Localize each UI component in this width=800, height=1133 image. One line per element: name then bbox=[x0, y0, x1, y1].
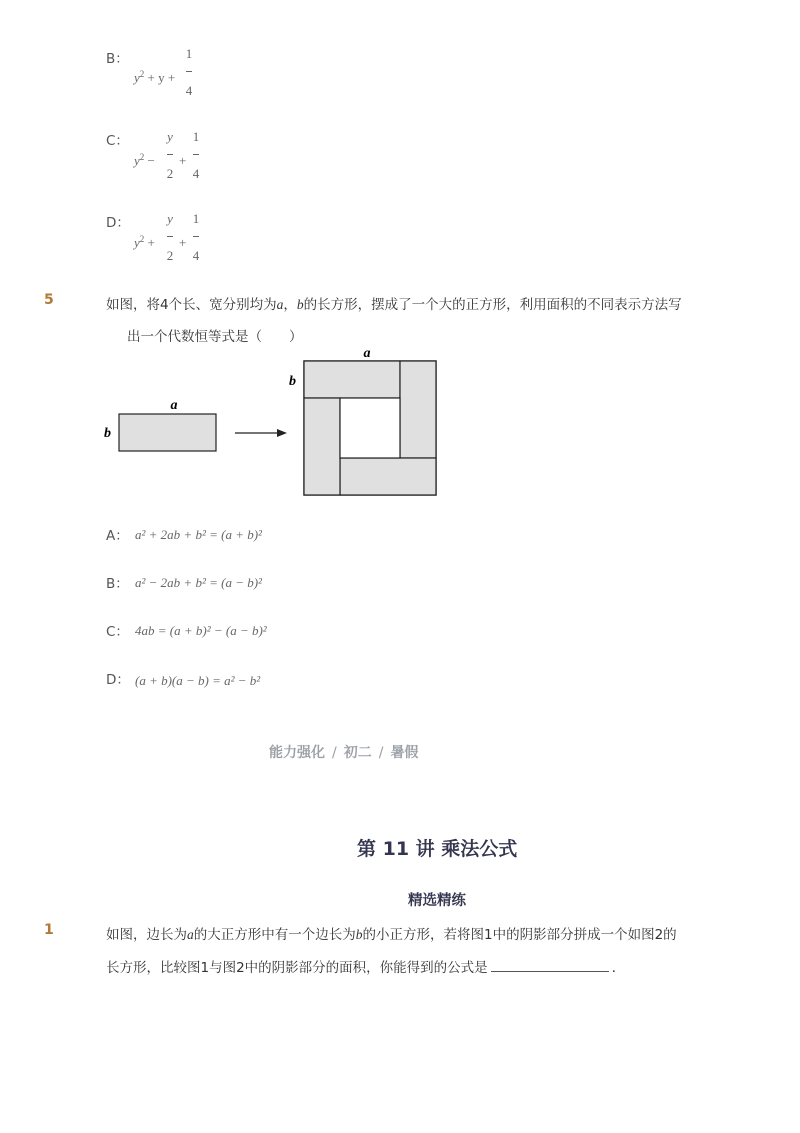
question-number-1: 1 bbox=[44, 922, 54, 938]
option-d-label: D： bbox=[106, 215, 130, 231]
rectangle-bottom bbox=[340, 458, 436, 495]
q5-option-b-expression: a² − 2ab + b² = (a − b)² bbox=[135, 575, 262, 590]
rectangle-right bbox=[400, 361, 436, 458]
rect-label-b: b bbox=[104, 426, 111, 441]
small-rectangle bbox=[119, 414, 216, 451]
q5-option-a-expression: a² + 2ab + b² = (a + b)² bbox=[135, 527, 262, 542]
arrow-head bbox=[277, 429, 287, 437]
option-b-expression: $y^2 + y$ + 1 4 bbox=[134, 46, 193, 98]
question-1-line-1: 如图，边长为a的大正方形中有一个边长为b的小正方形，若将图1中的阴影部分拼成一个如图2的 bbox=[106, 927, 677, 943]
answer-blank[interactable] bbox=[491, 959, 609, 972]
square-label-a: a bbox=[363, 346, 371, 361]
section-title: 精选精练 bbox=[408, 893, 466, 909]
page-footer: 能力强化 / 初二 / 暑假 bbox=[269, 745, 419, 761]
q5-option-c-expression: 4ab = (a + b)² − (a − b)² bbox=[135, 623, 267, 638]
rectangle-top bbox=[304, 361, 400, 398]
q5-option-b-label: B： bbox=[106, 576, 129, 592]
q5-option-d-expression: (a + b)(a − b) = a² − b² bbox=[135, 673, 261, 688]
question-5-line-2: 出一个代数恒等式是（ ） bbox=[127, 329, 303, 345]
q5-option-a-label: A： bbox=[106, 528, 129, 544]
rectangle-left bbox=[304, 398, 340, 495]
question-5-line-1: 如图，将4个长、宽分别均为a，b的长方形，摆成了一个大的正方形，利用面积的不同表示方法写 bbox=[106, 297, 682, 313]
rect-label-a: a bbox=[170, 398, 178, 413]
question-1-line-2: 长方形，比较图1与图2中的阴影部分的面积，你能得到的公式是 ． bbox=[106, 960, 626, 976]
option-c-expression: $y^2$ − y 2 + 1 4 bbox=[134, 129, 200, 181]
square-label-b: b bbox=[289, 374, 296, 389]
q5-option-c-label: C： bbox=[106, 624, 129, 640]
option-b-label: B： bbox=[106, 51, 129, 67]
question-number-5: 5 bbox=[44, 292, 54, 308]
option-d-expression: $y^2$ + y 2 + 1 4 bbox=[134, 211, 200, 263]
option-c-label: C： bbox=[106, 133, 129, 149]
question-5-figure bbox=[95, 340, 455, 505]
q5-option-d-label: D： bbox=[106, 672, 130, 688]
lecture-title: 第 11 讲 乘法公式 bbox=[357, 838, 518, 860]
center-square bbox=[340, 398, 400, 458]
